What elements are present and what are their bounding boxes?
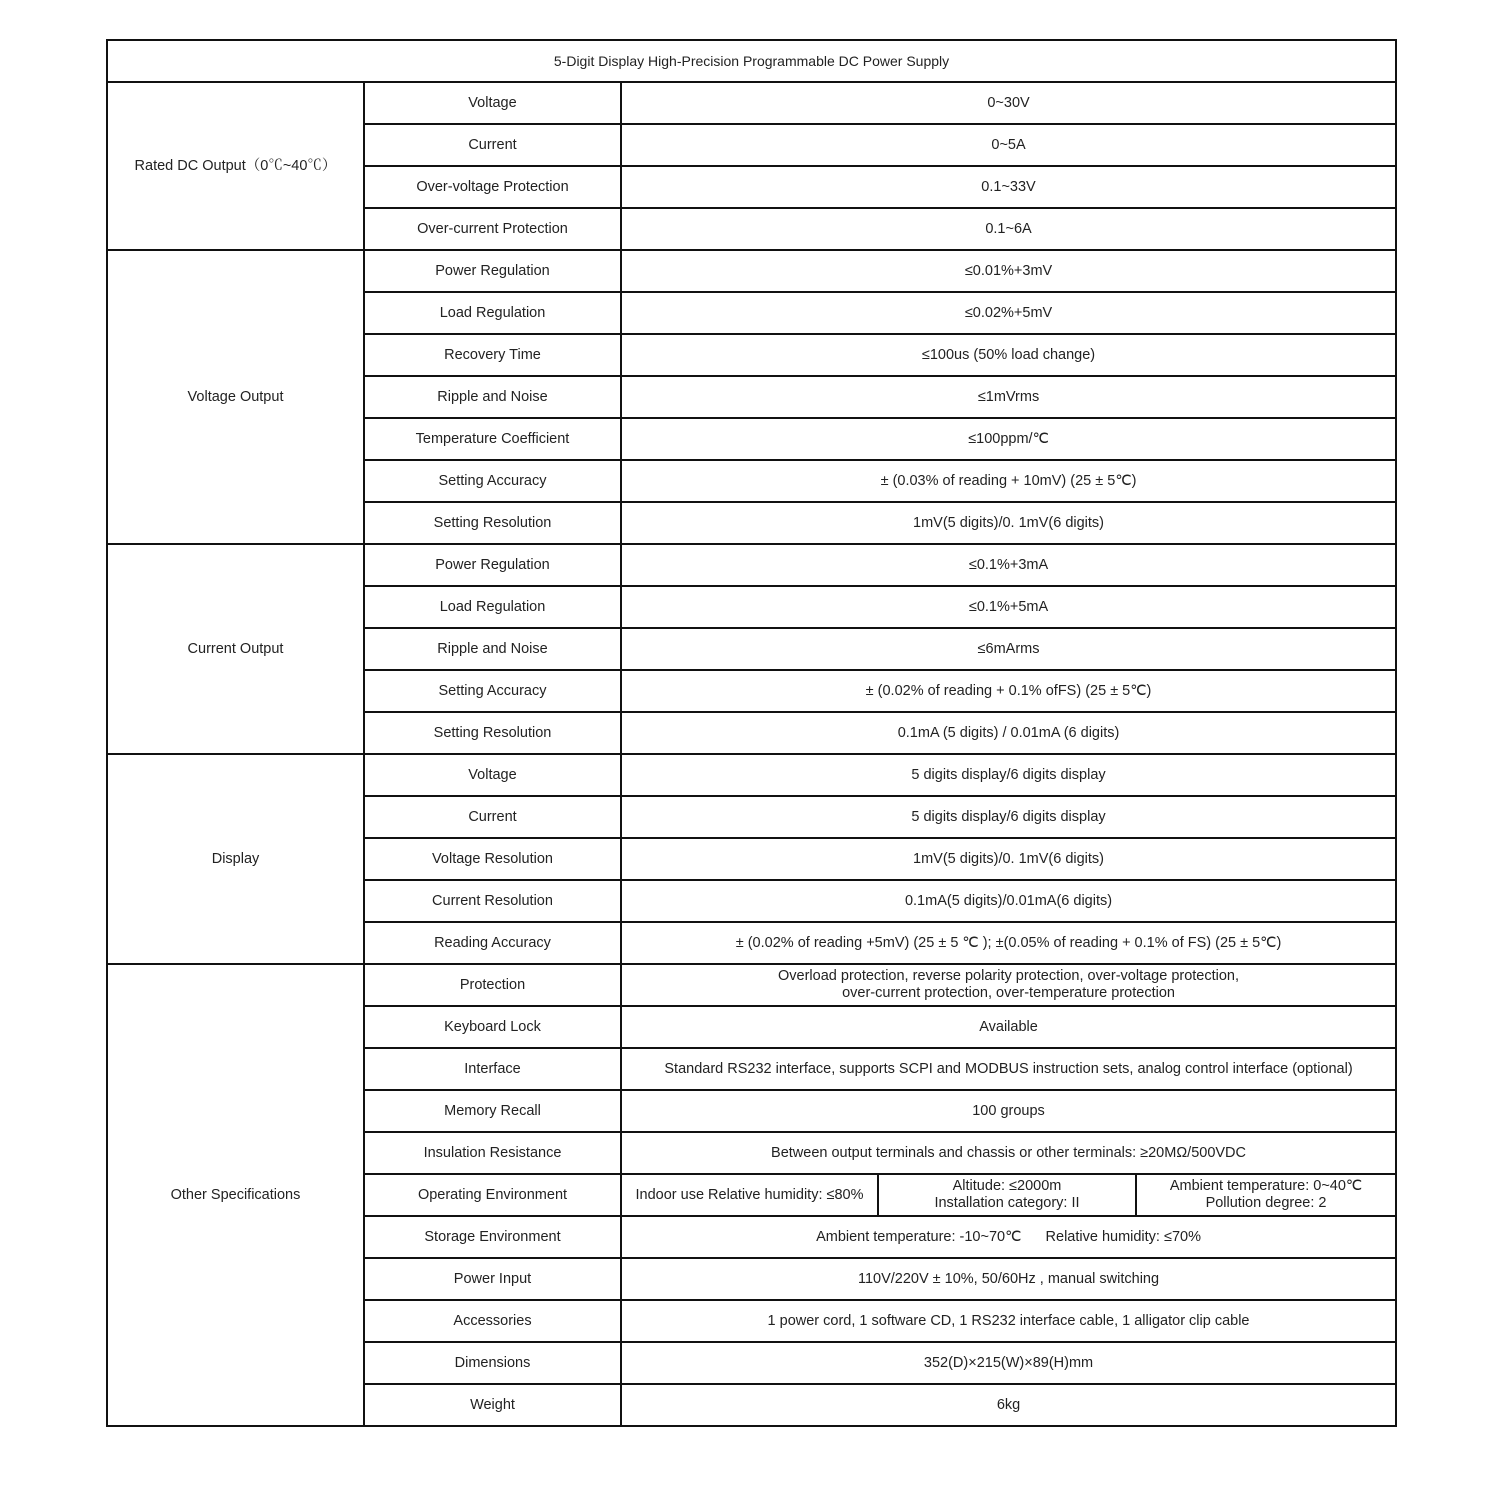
value-cell: 5 digits display/6 digits display bbox=[621, 796, 1396, 838]
value-cell: 0~30V bbox=[621, 82, 1396, 124]
param-cell: Power Regulation bbox=[364, 250, 621, 292]
value-cell: ± (0.03% of reading + 10mV) (25 ± 5℃) bbox=[621, 460, 1396, 502]
value-cell: 0.1~6A bbox=[621, 208, 1396, 250]
param-cell: Keyboard Lock bbox=[364, 1006, 621, 1048]
value-cell: ≤100ppm/℃ bbox=[621, 418, 1396, 460]
param-cell: Power Input bbox=[364, 1258, 621, 1300]
value-cell: 1 power cord, 1 software CD, 1 RS232 interface cable, 1 alligator clip cable bbox=[621, 1300, 1396, 1342]
value-cell: ± (0.02% of reading + 0.1% ofFS) (25 ± 5℃) bbox=[621, 670, 1396, 712]
value-cell: ≤0.1%+5mA bbox=[621, 586, 1396, 628]
param-cell: Interface bbox=[364, 1048, 621, 1090]
param-cell: Setting Resolution bbox=[364, 502, 621, 544]
value-cell: Available bbox=[621, 1006, 1396, 1048]
value-cell: ≤100us (50% load change) bbox=[621, 334, 1396, 376]
param-cell: Power Regulation bbox=[364, 544, 621, 586]
param-cell: Current Resolution bbox=[364, 880, 621, 922]
param-cell: Voltage bbox=[364, 754, 621, 796]
value-cell: 6kg bbox=[621, 1384, 1396, 1426]
param-cell: Current bbox=[364, 796, 621, 838]
group-label-rated: Rated DC Output（0℃~40℃） bbox=[107, 82, 364, 250]
table-row bbox=[107, 754, 1396, 796]
param-cell: Dimensions bbox=[364, 1342, 621, 1384]
param-cell: Setting Accuracy bbox=[364, 670, 621, 712]
value-cell: 5 digits display/6 digits display bbox=[621, 754, 1396, 796]
table-row bbox=[107, 544, 1396, 586]
param-cell: Setting Resolution bbox=[364, 712, 621, 754]
value-cell: 0.1mA(5 digits)/0.01mA(6 digits) bbox=[621, 880, 1396, 922]
table-row bbox=[107, 250, 1396, 292]
value-cell: Standard RS232 interface, supports SCPI and MODBUS instruction sets, analog control interface (optional) bbox=[621, 1048, 1396, 1090]
value-cell: ≤0.1%+3mA bbox=[621, 544, 1396, 586]
value-cell: 0~5A bbox=[621, 124, 1396, 166]
value-cell: ≤0.02%+5mV bbox=[621, 292, 1396, 334]
param-cell: Protection bbox=[364, 964, 621, 1006]
group-label-display: Display bbox=[107, 754, 364, 964]
param-cell: Voltage bbox=[364, 82, 621, 124]
value-cell: 1mV(5 digits)/0. 1mV(6 digits) bbox=[621, 502, 1396, 544]
param-cell: Operating Environment bbox=[364, 1174, 621, 1216]
value-cell: ≤1mVrms bbox=[621, 376, 1396, 418]
value-cell: ≤0.01%+3mV bbox=[621, 250, 1396, 292]
value-cell: ≤6mArms bbox=[621, 628, 1396, 670]
table-row bbox=[107, 964, 1396, 1006]
param-cell: Over-voltage Protection bbox=[364, 166, 621, 208]
param-cell: Insulation Resistance bbox=[364, 1132, 621, 1174]
param-cell: Over-current Protection bbox=[364, 208, 621, 250]
value-cell: 1mV(5 digits)/0. 1mV(6 digits) bbox=[621, 838, 1396, 880]
param-cell: Voltage Resolution bbox=[364, 838, 621, 880]
param-cell: Ripple and Noise bbox=[364, 376, 621, 418]
table-row bbox=[107, 82, 1396, 124]
spec-table bbox=[106, 39, 1397, 1427]
group-label-other: Other Specifications bbox=[107, 964, 364, 1426]
param-cell: Weight bbox=[364, 1384, 621, 1426]
value-cell: Ambient temperature: -10~70℃ Relative humidity: ≤70% bbox=[621, 1216, 1396, 1258]
param-cell: Accessories bbox=[364, 1300, 621, 1342]
value-cell: Overload protection, reverse polarity protection, over-voltage protection, over-current protection, over-temperature protection bbox=[621, 964, 1396, 1006]
title-row bbox=[107, 40, 1396, 82]
value-cell-altitude: Altitude: ≤2000m Installation category: II bbox=[878, 1174, 1136, 1216]
param-cell: Current bbox=[364, 124, 621, 166]
value-cell: 0.1~33V bbox=[621, 166, 1396, 208]
param-cell: Load Regulation bbox=[364, 586, 621, 628]
param-cell: Setting Accuracy bbox=[364, 460, 621, 502]
param-cell: Recovery Time bbox=[364, 334, 621, 376]
value-cell: 0.1mA (5 digits) / 0.01mA (6 digits) bbox=[621, 712, 1396, 754]
param-cell: Memory Recall bbox=[364, 1090, 621, 1132]
value-cell: Between output terminals and chassis or other terminals: ≥20MΩ/500VDC bbox=[621, 1132, 1396, 1174]
param-cell: Load Regulation bbox=[364, 292, 621, 334]
value-cell: 352(D)×215(W)×89(H)mm bbox=[621, 1342, 1396, 1384]
param-cell: Reading Accuracy bbox=[364, 922, 621, 964]
group-label-current: Current Output bbox=[107, 544, 364, 754]
param-cell: Temperature Coefficient bbox=[364, 418, 621, 460]
value-cell: ± (0.02% of reading +5mV) (25 ± 5 ℃ ); ±(0.05% of reading + 0.1% of FS) (25 ± 5℃) bbox=[621, 922, 1396, 964]
value-cell-ambient: Ambient temperature: 0~40℃ Pollution degree: 2 bbox=[1136, 1174, 1396, 1216]
table-title: 5-Digit Display High-Precision Programmable DC Power Supply bbox=[107, 40, 1396, 82]
value-cell-humidity: Indoor use Relative humidity: ≤80% bbox=[621, 1174, 878, 1216]
param-cell: Storage Environment bbox=[364, 1216, 621, 1258]
group-label-voltage: Voltage Output bbox=[107, 250, 364, 544]
value-cell: 100 groups bbox=[621, 1090, 1396, 1132]
param-cell: Ripple and Noise bbox=[364, 628, 621, 670]
value-cell: 110V/220V ± 10%, 50/60Hz , manual switching bbox=[621, 1258, 1396, 1300]
